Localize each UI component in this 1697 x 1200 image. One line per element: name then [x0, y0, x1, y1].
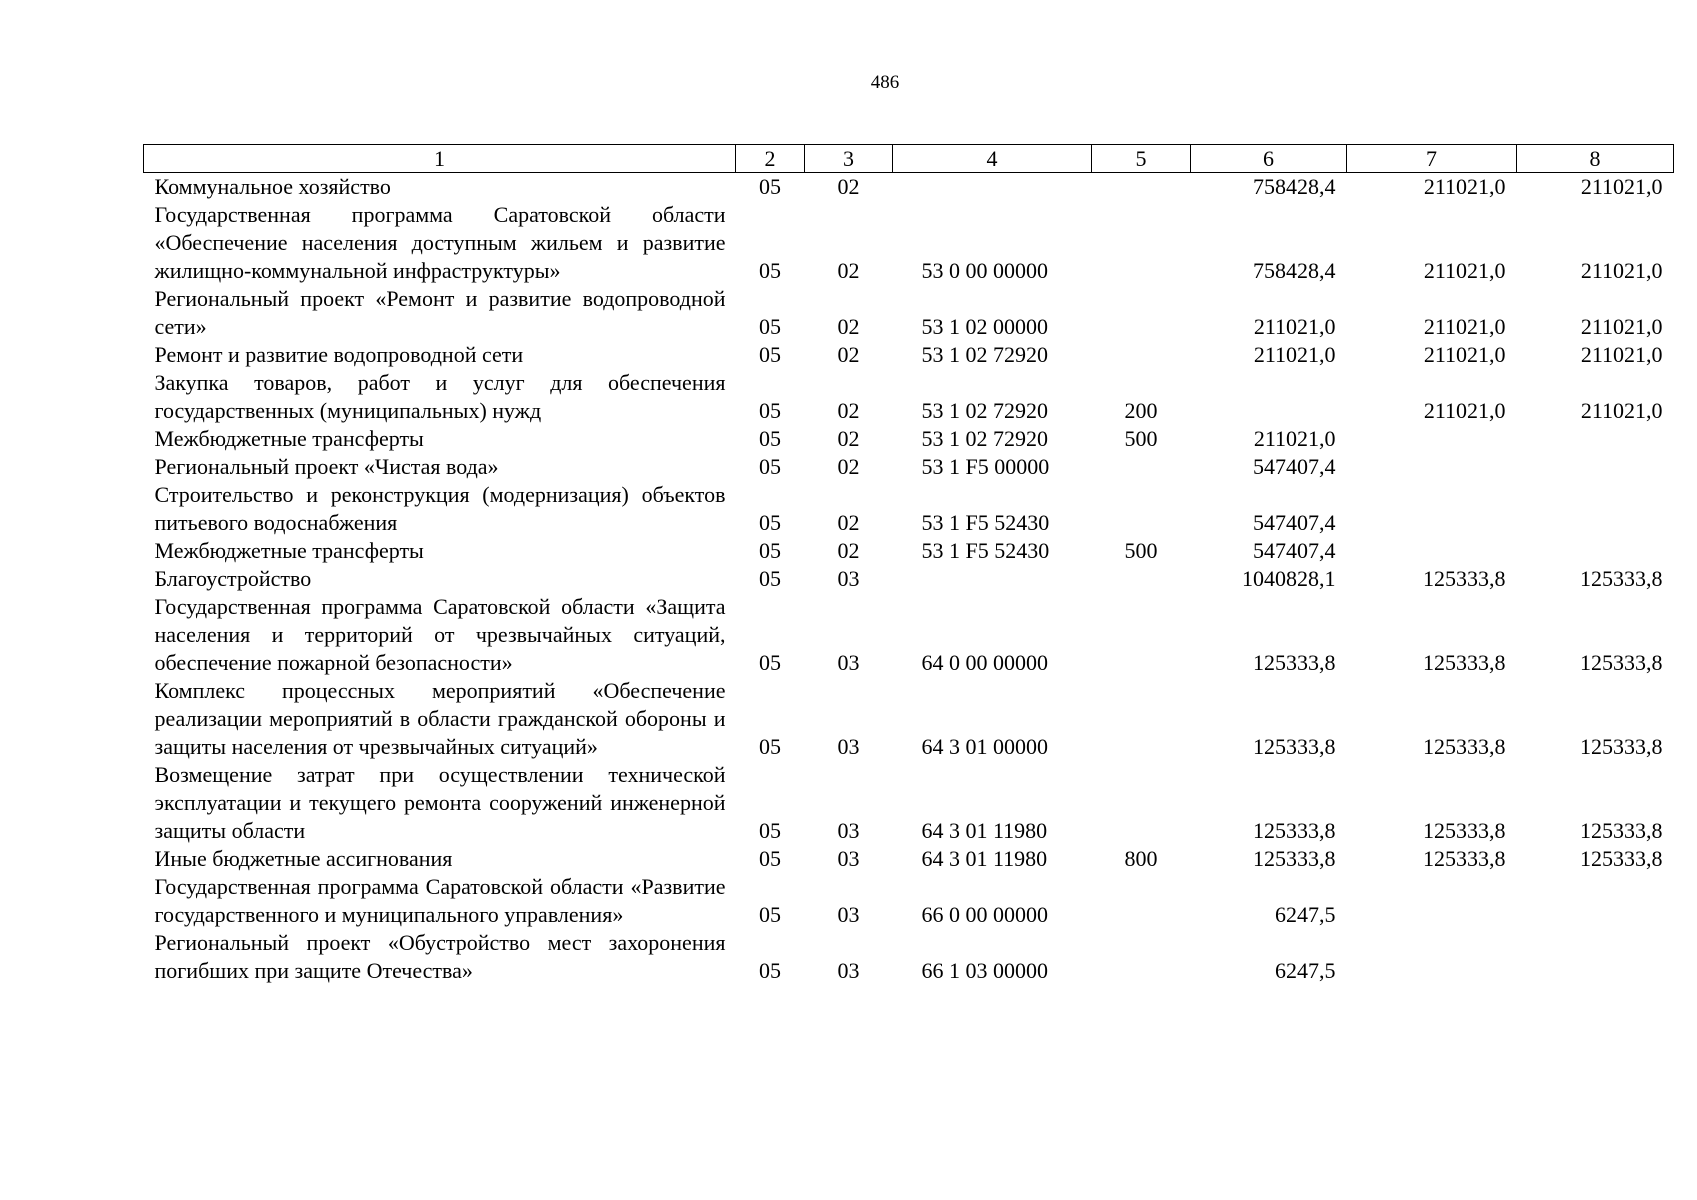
- row-subsection: 03: [837, 902, 860, 927]
- row-expense-type: [1092, 481, 1191, 537]
- row-expense-type: [1092, 929, 1191, 985]
- row-subsection: 02: [837, 258, 860, 283]
- row-section: 05: [759, 258, 781, 283]
- table-row: [144, 481, 1674, 537]
- row-value-col8: [1517, 453, 1674, 481]
- table-row: [144, 201, 1674, 285]
- row-expense-type: [1092, 677, 1191, 761]
- row-value-col6: 125333,8: [1253, 846, 1336, 871]
- row-value-col7: [1347, 453, 1517, 481]
- row-subsection: 02: [837, 510, 860, 535]
- row-expense-type: [1092, 341, 1191, 369]
- row-value-col8: 211021,0: [1580, 342, 1663, 367]
- row-value-col8: 125333,8: [1580, 650, 1663, 675]
- row-value-col7: 211021,0: [1423, 174, 1506, 199]
- row-value-col7: 125333,8: [1423, 650, 1506, 675]
- row-value-col8: 211021,0: [1580, 398, 1663, 423]
- row-value-col8: 125333,8: [1580, 566, 1663, 591]
- table-row: [144, 873, 1674, 929]
- row-section: 05: [759, 174, 781, 199]
- row-expense-type: [1092, 453, 1191, 481]
- row-value-col8: [1517, 929, 1674, 985]
- page-number: 486: [870, 72, 900, 93]
- row-value-col8: [1517, 425, 1674, 453]
- row-section: 05: [759, 846, 781, 871]
- row-section: 05: [759, 398, 781, 423]
- row-value-col8: 125333,8: [1580, 818, 1663, 843]
- row-section: 05: [759, 650, 781, 675]
- row-section: 05: [759, 538, 781, 563]
- row-value-col8: 211021,0: [1580, 258, 1663, 283]
- row-value-col8: 125333,8: [1580, 846, 1663, 871]
- row-target-code: 53 1 02 00000: [921, 314, 1048, 339]
- row-expense-type: 500: [1124, 538, 1158, 563]
- row-target-code: 53 0 00 00000: [921, 258, 1048, 283]
- row-name: Государственная программа Саратовской области «Развитие государственного и муниципального управления»: [154, 874, 726, 927]
- row-value-col6: 547407,4: [1253, 454, 1336, 479]
- table-row: [144, 425, 1674, 453]
- row-target-code: 66 0 00 00000: [921, 902, 1048, 927]
- row-target-code: 64 3 01 00000: [921, 734, 1048, 759]
- row-section: 05: [759, 566, 781, 591]
- row-name: Строительство и реконструкция (модернизация) объектов питьевого водоснабжения: [154, 482, 726, 535]
- row-name: Региональный проект «Ремонт и развитие водопроводной сети»: [154, 286, 726, 339]
- row-section: 05: [759, 342, 781, 367]
- row-value-col7: [1347, 873, 1517, 929]
- row-value-col6: 6247,5: [1275, 902, 1336, 927]
- row-section: 05: [759, 510, 781, 535]
- row-subsection: 02: [837, 538, 860, 563]
- row-value-col6: 758428,4: [1253, 258, 1336, 283]
- header-col-6: 6: [1191, 145, 1347, 173]
- row-target-code: 53 1 02 72920: [921, 342, 1048, 367]
- row-subsection: 03: [837, 818, 860, 843]
- budget-table: [143, 144, 1674, 985]
- table-row: [144, 173, 1674, 202]
- row-expense-type: [1092, 761, 1191, 845]
- row-section: 05: [759, 958, 781, 983]
- row-value-col7: 125333,8: [1423, 566, 1506, 591]
- row-name: Государственная программа Саратовской области «Обеспечение населения доступным жильем и развитие жилищно-коммунальной инфраструктуры»: [154, 202, 726, 283]
- row-expense-type: [1092, 173, 1191, 202]
- table-row: [144, 453, 1674, 481]
- table-row: [144, 369, 1674, 425]
- row-target-code: 53 1 02 72920: [921, 426, 1048, 451]
- row-subsection: 03: [837, 566, 860, 591]
- row-name: Благоустройство: [154, 566, 312, 591]
- row-name: Государственная программа Саратовской области «Защита населения и территорий от чрезвычайных ситуаций, обеспечение пожарной безопасности»: [154, 594, 726, 675]
- row-target-code: [893, 565, 1092, 593]
- row-value-col6: 125333,8: [1253, 650, 1336, 675]
- row-subsection: 02: [837, 174, 860, 199]
- row-name: Иные бюджетные ассигнования: [154, 846, 453, 871]
- row-name: Региональный проект «Чистая вода»: [154, 454, 499, 479]
- row-subsection: 02: [837, 314, 860, 339]
- table-row: [144, 593, 1674, 677]
- row-expense-type: [1092, 873, 1191, 929]
- table-row: [144, 929, 1674, 985]
- row-value-col8: 211021,0: [1580, 174, 1663, 199]
- row-name: Возмещение затрат при осуществлении технической эксплуатации и текущего ремонта сооружений инженерной защиты области: [154, 762, 726, 843]
- header-col-1: 1: [144, 145, 736, 173]
- row-target-code: [893, 173, 1092, 202]
- row-name: Региональный проект «Обустройство мест захоронения погибших при защите Отечества»: [154, 930, 726, 983]
- row-subsection: 02: [837, 454, 860, 479]
- header-col-5: 5: [1092, 145, 1191, 173]
- row-value-col7: 211021,0: [1423, 342, 1506, 367]
- row-name: Коммунальное хозяйство: [154, 174, 391, 199]
- row-section: 05: [759, 818, 781, 843]
- row-value-col6: 125333,8: [1253, 818, 1336, 843]
- header-row: [144, 145, 1674, 173]
- row-subsection: 03: [837, 734, 860, 759]
- row-section: 05: [759, 454, 781, 479]
- row-name: Межбюджетные трансферты: [154, 426, 424, 451]
- row-section: 05: [759, 314, 781, 339]
- row-value-col7: 211021,0: [1423, 258, 1506, 283]
- table-row: [144, 761, 1674, 845]
- row-section: 05: [759, 902, 781, 927]
- row-expense-type: [1092, 565, 1191, 593]
- row-value-col8: [1517, 873, 1674, 929]
- row-value-col6: 547407,4: [1253, 538, 1336, 563]
- row-name: Ремонт и развитие водопроводной сети: [154, 342, 524, 367]
- header-col-2: 2: [736, 145, 805, 173]
- row-expense-type: [1092, 593, 1191, 677]
- row-value-col6: 211021,0: [1253, 426, 1336, 451]
- row-value-col7: 125333,8: [1423, 846, 1506, 871]
- row-name: Комплекс процессных мероприятий «Обеспечение реализации мероприятий в области гражданской обороны и защиты населения от чрезвычайных ситуаций»: [154, 678, 726, 759]
- row-value-col7: 211021,0: [1423, 398, 1506, 423]
- table-row: [144, 565, 1674, 593]
- row-value-col7: [1347, 425, 1517, 453]
- row-value-col7: [1347, 929, 1517, 985]
- row-target-code: 53 1 F5 52430: [921, 538, 1050, 563]
- row-value-col7: [1347, 481, 1517, 537]
- row-value-col6: 6247,5: [1275, 958, 1336, 983]
- row-value-col7: [1347, 537, 1517, 565]
- header-col-7: 7: [1347, 145, 1517, 173]
- table-row: [144, 677, 1674, 761]
- row-value-col6: 547407,4: [1253, 510, 1336, 535]
- row-value-col8: [1517, 537, 1674, 565]
- row-expense-type: 500: [1124, 426, 1158, 451]
- row-value-col8: [1517, 481, 1674, 537]
- row-subsection: 03: [837, 650, 860, 675]
- row-value-col8: 211021,0: [1580, 314, 1663, 339]
- row-section: 05: [759, 734, 781, 759]
- row-value-col6: 125333,8: [1253, 734, 1336, 759]
- row-subsection: 03: [837, 958, 860, 983]
- row-subsection: 02: [837, 342, 860, 367]
- row-subsection: 03: [837, 846, 860, 871]
- header-col-4: 4: [893, 145, 1092, 173]
- row-target-code: 64 0 00 00000: [921, 650, 1048, 675]
- row-target-code: 53 1 F5 00000: [921, 454, 1050, 479]
- row-value-col7: 125333,8: [1423, 734, 1506, 759]
- header-col-3: 3: [805, 145, 893, 173]
- row-target-code: 64 3 01 11980: [921, 818, 1048, 843]
- row-expense-type: [1092, 285, 1191, 341]
- row-value-col6: 211021,0: [1253, 314, 1336, 339]
- row-value-col6: 758428,4: [1253, 174, 1336, 199]
- row-value-col7: 211021,0: [1423, 314, 1506, 339]
- row-value-col6: 1040828,1: [1242, 566, 1336, 591]
- row-expense-type: [1092, 201, 1191, 285]
- row-target-code: 66 1 03 00000: [921, 958, 1048, 983]
- table-row: [144, 537, 1674, 565]
- row-target-code: 64 3 01 11980: [921, 846, 1048, 871]
- row-expense-type: 200: [1124, 398, 1158, 423]
- table-row: [144, 285, 1674, 341]
- row-name: Закупка товаров, работ и услуг для обеспечения государственных (муниципальных) нужд: [154, 370, 726, 423]
- row-subsection: 02: [837, 398, 860, 423]
- row-subsection: 02: [837, 426, 860, 451]
- row-value-col7: 125333,8: [1423, 818, 1506, 843]
- row-value-col6: [1191, 369, 1347, 425]
- table-row: [144, 341, 1674, 369]
- row-target-code: 53 1 F5 52430: [921, 510, 1050, 535]
- row-expense-type: 800: [1124, 846, 1158, 871]
- header-col-8: 8: [1517, 145, 1674, 173]
- row-name: Межбюджетные трансферты: [154, 538, 424, 563]
- row-section: 05: [759, 426, 781, 451]
- row-value-col6: 211021,0: [1253, 342, 1336, 367]
- table-row: [144, 845, 1674, 873]
- row-target-code: 53 1 02 72920: [921, 398, 1048, 423]
- row-value-col8: 125333,8: [1580, 734, 1663, 759]
- table-body: [144, 173, 1674, 986]
- table-header: [144, 145, 1674, 173]
